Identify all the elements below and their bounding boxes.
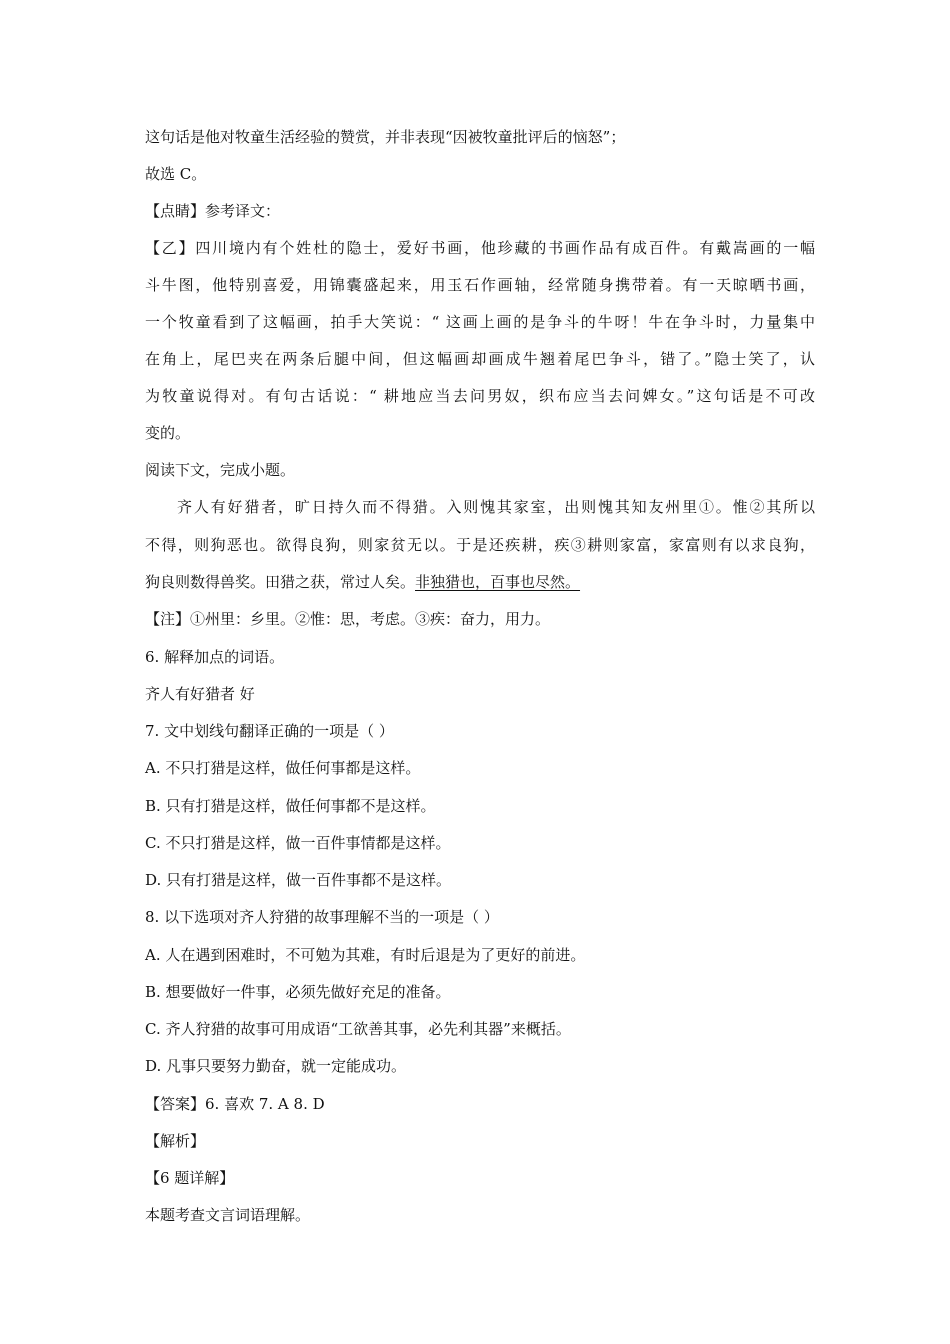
option-b: B. 只有打猎是这样，做任何事都不是这样。	[145, 797, 436, 815]
question-7: 7. 文中划线句翻译正确的一项是（ ）	[145, 722, 394, 740]
answer-line: 【答案】6. 喜欢 7. A 8. D	[145, 1095, 325, 1113]
passage-line: 不得，则狗恶也。欲得良狗，则家贫无以。于是还疾耕，疾③耕则家富，家富则有以求良狗，	[145, 536, 815, 554]
passage-line: 齐人有好猎者，旷日持久而不得猎。入则愧其家室，出则愧其知友州里①。惟②其所以	[177, 498, 815, 516]
note-line: 【注】①州里：乡里。②惟：思，考虑。③疾：奋力，用力。	[145, 610, 551, 628]
text-line: 这句话是他对牧童生活经验的赞赏，并非表现“因被牧童批评后的恼怒”；	[145, 128, 626, 146]
text-line: 故选 C。	[145, 165, 207, 183]
option-c: C. 齐人狩猎的故事可用成语“工欲善其事，必先利其器”来概括。	[145, 1020, 571, 1038]
option-c: C. 不只打猎是这样，做一百件事情都是这样。	[145, 834, 451, 852]
translation-line: 斗牛图，他特别喜爱，用锦囊盛起来，用玉石作画轴，经常随身携带着。有一天晾晒书画，	[145, 276, 815, 294]
translation-line: 在角上，尾巴夹在两条后腿中间，但这幅画却画成牛翘着尾巴争斗，错了。”隐士笑了，认	[145, 350, 815, 368]
underlined-sentence: 非独猎也，百事也尽然。	[415, 573, 581, 591]
question-6-item: 齐人有好猎者 好	[145, 685, 255, 703]
passage-line	[145, 572, 815, 594]
text-line: 本题考查文言词语理解。	[145, 1206, 311, 1224]
translation-line: 为牧童说得对。有句古话说：“ 耕地应当去问男奴，织布应当去问婢女。”这句话是不可改	[145, 387, 815, 405]
instruction-line: 阅读下文，完成小题。	[145, 461, 296, 479]
option-d: D. 凡事只要努力勤奋，就一定能成功。	[145, 1057, 407, 1075]
question-8: 8. 以下选项对齐人狩猎的故事理解不当的一项是（ ）	[145, 908, 499, 926]
option-a: A. 不只打猎是这样，做任何事都是这样。	[145, 759, 421, 777]
option-a: A. 人在遇到困难时，不可勉为其难，有时后退是为了更好的前进。	[145, 946, 586, 964]
translation-line: 变的。	[145, 424, 191, 442]
detail-heading: 【6 题详解】	[145, 1169, 235, 1187]
option-b: B. 想要做好一件事，必须先做好充足的准备。	[145, 983, 451, 1001]
question-6: 6. 解释加点的词语。	[145, 648, 285, 666]
tip-heading: 【点睛】参考译文：	[145, 202, 281, 220]
option-d: D. 只有打猎是这样，做一百件事都不是这样。	[145, 871, 452, 889]
analysis-heading: 【解析】	[145, 1132, 206, 1150]
passage-text: 狗良则数得兽奖。田猎之获，常过人矣。	[145, 573, 416, 591]
translation-line: 【乙】四川境内有个姓杜的隐士，爱好书画，他珍藏的书画作品有成百件。有戴嵩画的一幅	[145, 239, 815, 257]
translation-line: 一个牧童看到了这幅画，拍手大笑说：“ 这画上画的是争斗的牛呀！牛在争斗时，力量集中	[145, 313, 815, 331]
